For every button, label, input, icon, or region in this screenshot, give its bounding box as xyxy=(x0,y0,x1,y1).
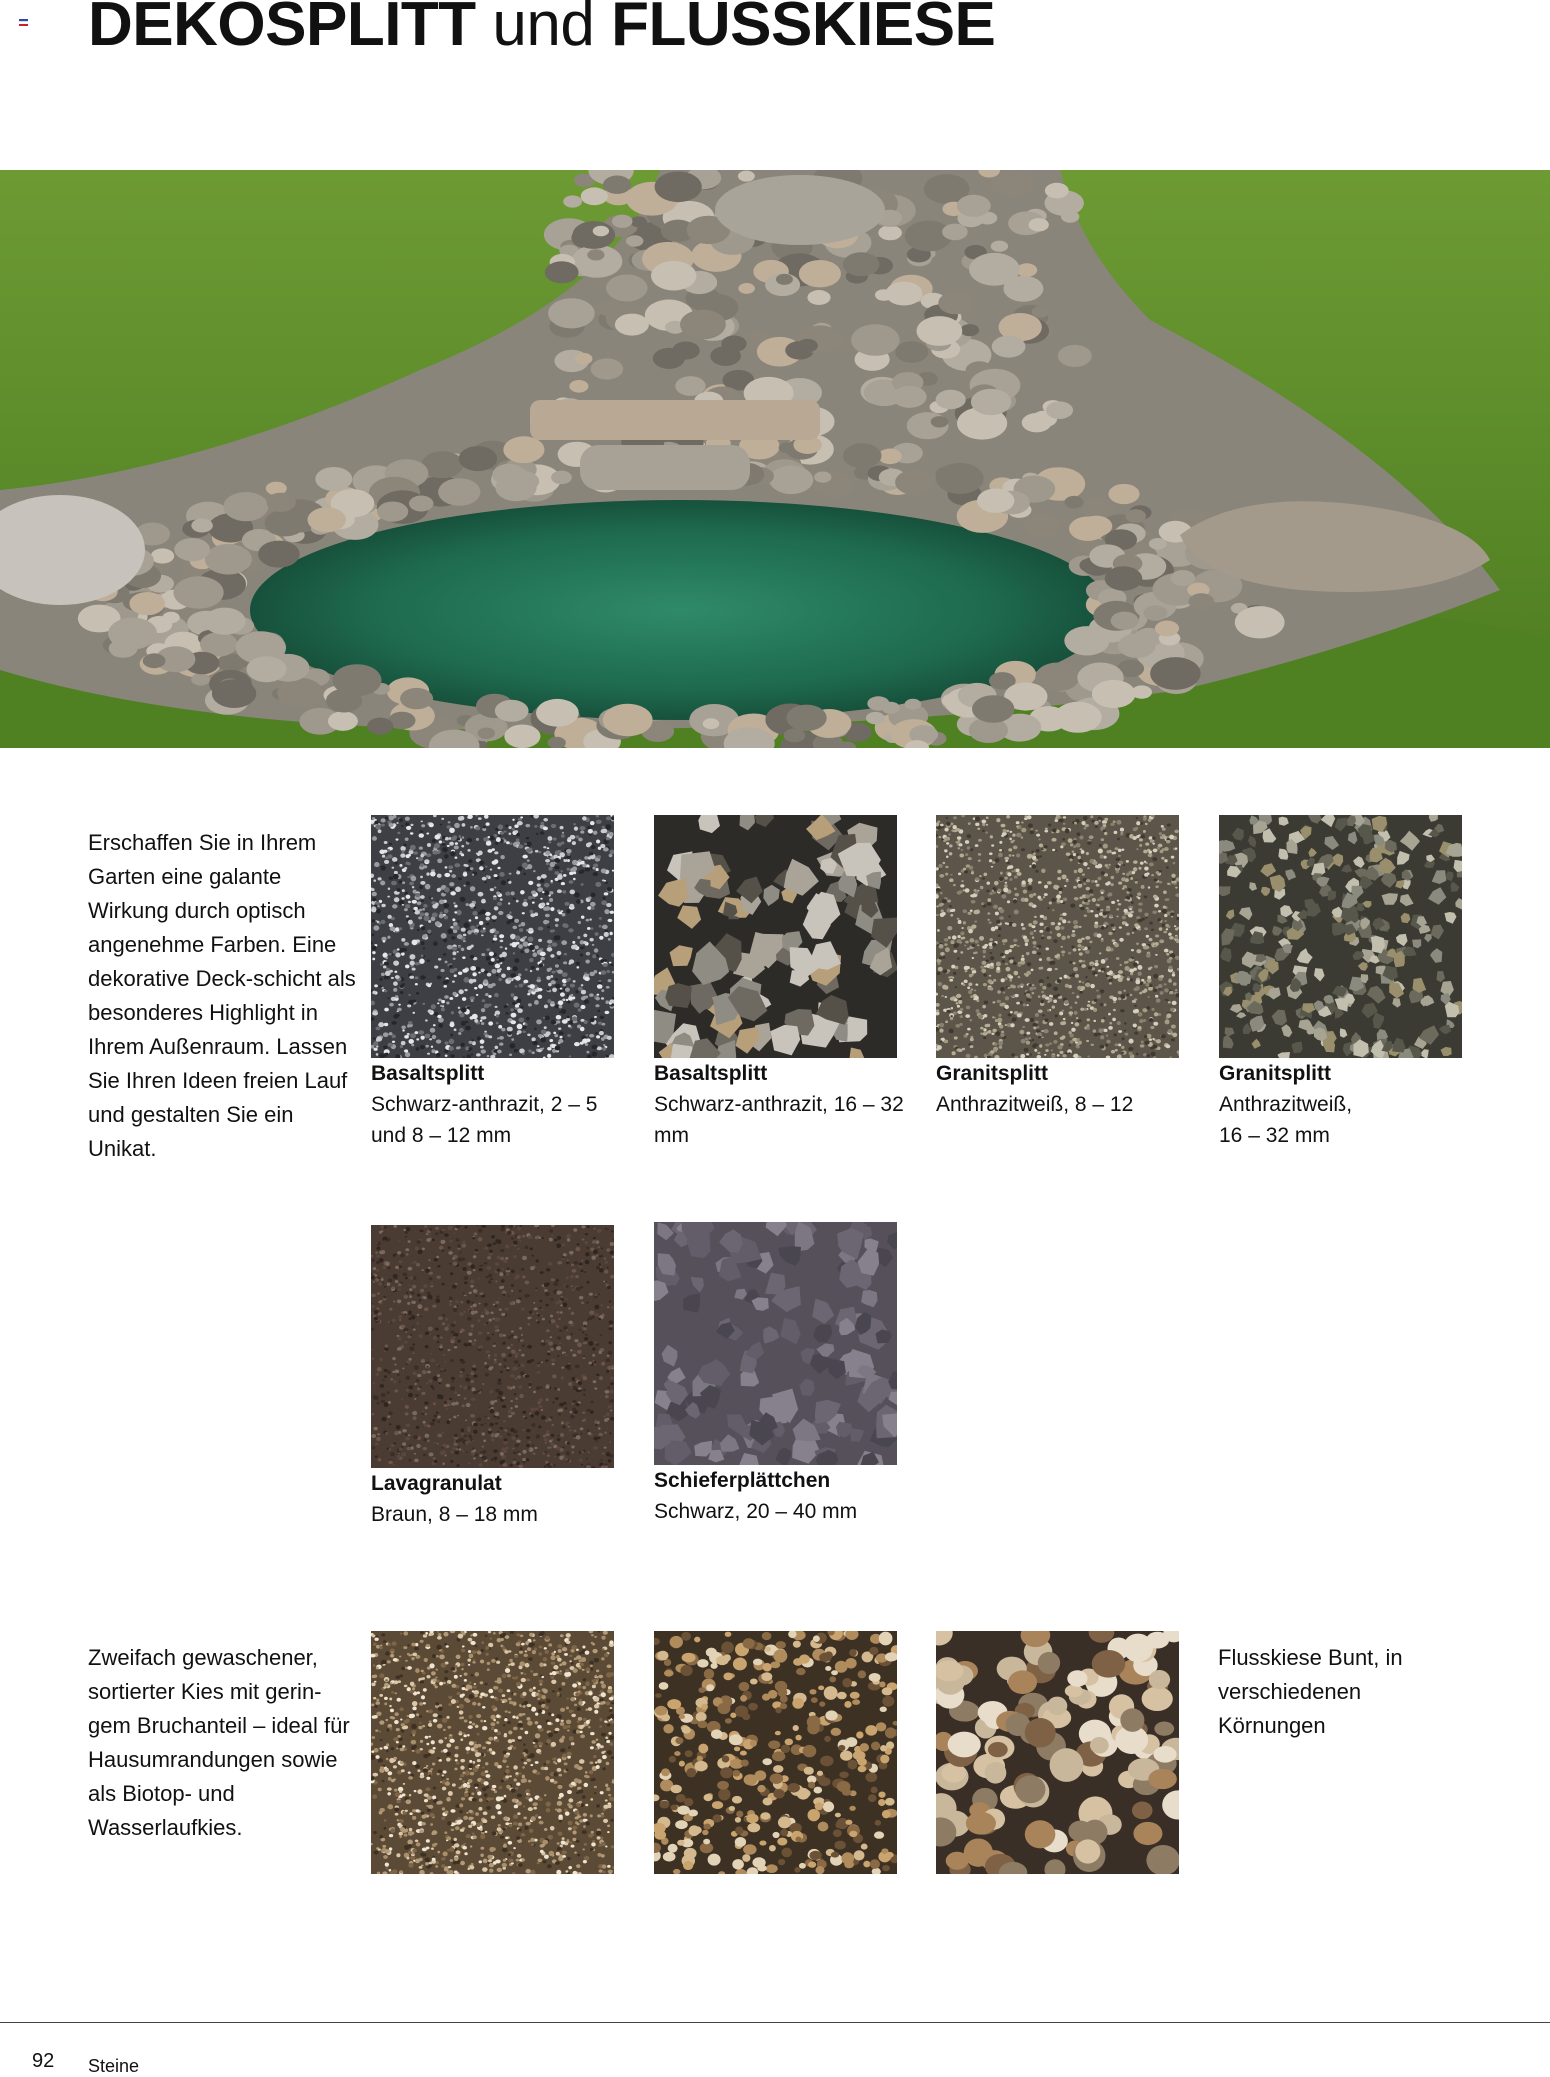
product-desc: Anthrazitweiß, 16 – 32 mm xyxy=(1219,1093,1353,1147)
product-caption xyxy=(654,1058,904,1151)
product-caption xyxy=(371,1058,621,1151)
product-caption xyxy=(371,1468,621,1530)
footer-divider xyxy=(0,2022,1550,2023)
product-desc: Schwarz-anthrazit, 2 – 5 und 8 – 12 mm xyxy=(371,1093,598,1147)
product-caption xyxy=(936,1058,1186,1120)
flusskiese-caption: Flusskiese Bunt, in verschiedenen Körnungen xyxy=(1218,1645,1403,1738)
kies-description: Zweifach gewaschener, sortierter Kies mit gerin-gem Bruchanteil – ideal für Hausumrandungen sowie als Biotop- und Wasserlaufkies. xyxy=(88,1645,350,1840)
page-number: 92 xyxy=(32,2050,55,2072)
granitsplitt-fine-swatch xyxy=(936,815,1179,1058)
section-label: Steine xyxy=(88,2056,140,2076)
product-name: Lavagranulat xyxy=(371,1472,502,1495)
language-flag-icon xyxy=(19,19,28,25)
product-caption xyxy=(654,1465,904,1527)
product-name: Basaltsplitt xyxy=(654,1062,768,1085)
product-name: Granitsplitt xyxy=(1219,1062,1332,1085)
flusskies-coarse-swatch xyxy=(936,1631,1179,1874)
basaltsplitt-coarse-swatch xyxy=(654,815,897,1058)
product-name: Basaltsplitt xyxy=(371,1062,485,1085)
product-name: Granitsplitt xyxy=(936,1062,1049,1085)
basaltsplitt-fine-swatch xyxy=(371,815,614,1058)
product-desc: Schwarz, 20 – 40 mm xyxy=(654,1500,858,1523)
title-part-und: und xyxy=(492,0,595,59)
product-desc: Schwarz-anthrazit, 16 – 32 mm xyxy=(654,1093,904,1147)
title-part-dekosplitt: DEKOSPLITT xyxy=(88,0,476,59)
flusskies-medium-swatch xyxy=(654,1631,897,1874)
lavagranulat-swatch xyxy=(371,1225,614,1468)
flusskies-fine-swatch xyxy=(371,1631,614,1874)
product-caption xyxy=(1219,1058,1379,1151)
granitsplitt-coarse-swatch xyxy=(1219,815,1462,1058)
product-name: Schieferplättchen xyxy=(654,1469,831,1492)
product-desc: Braun, 8 – 18 mm xyxy=(371,1503,538,1526)
schieferplaettchen-swatch xyxy=(654,1222,897,1465)
product-desc: Anthrazitweiß, 8 – 12 xyxy=(936,1093,1134,1116)
page-title xyxy=(88,0,996,59)
hero-garden-pond-image xyxy=(0,170,1550,748)
intro-paragraph: Erschaffen Sie in Ihrem Garten eine galante Wirkung durch optisch angenehme Farben. Eine dekorative Deck-schicht als besonderes Highlight in Ihrem Außenraum. Lassen Sie Ihren Ideen freien Lauf und gestalten Sie ein Unikat. xyxy=(88,830,356,1161)
title-part-flusskiese: FLUSSKIESE xyxy=(611,0,996,59)
